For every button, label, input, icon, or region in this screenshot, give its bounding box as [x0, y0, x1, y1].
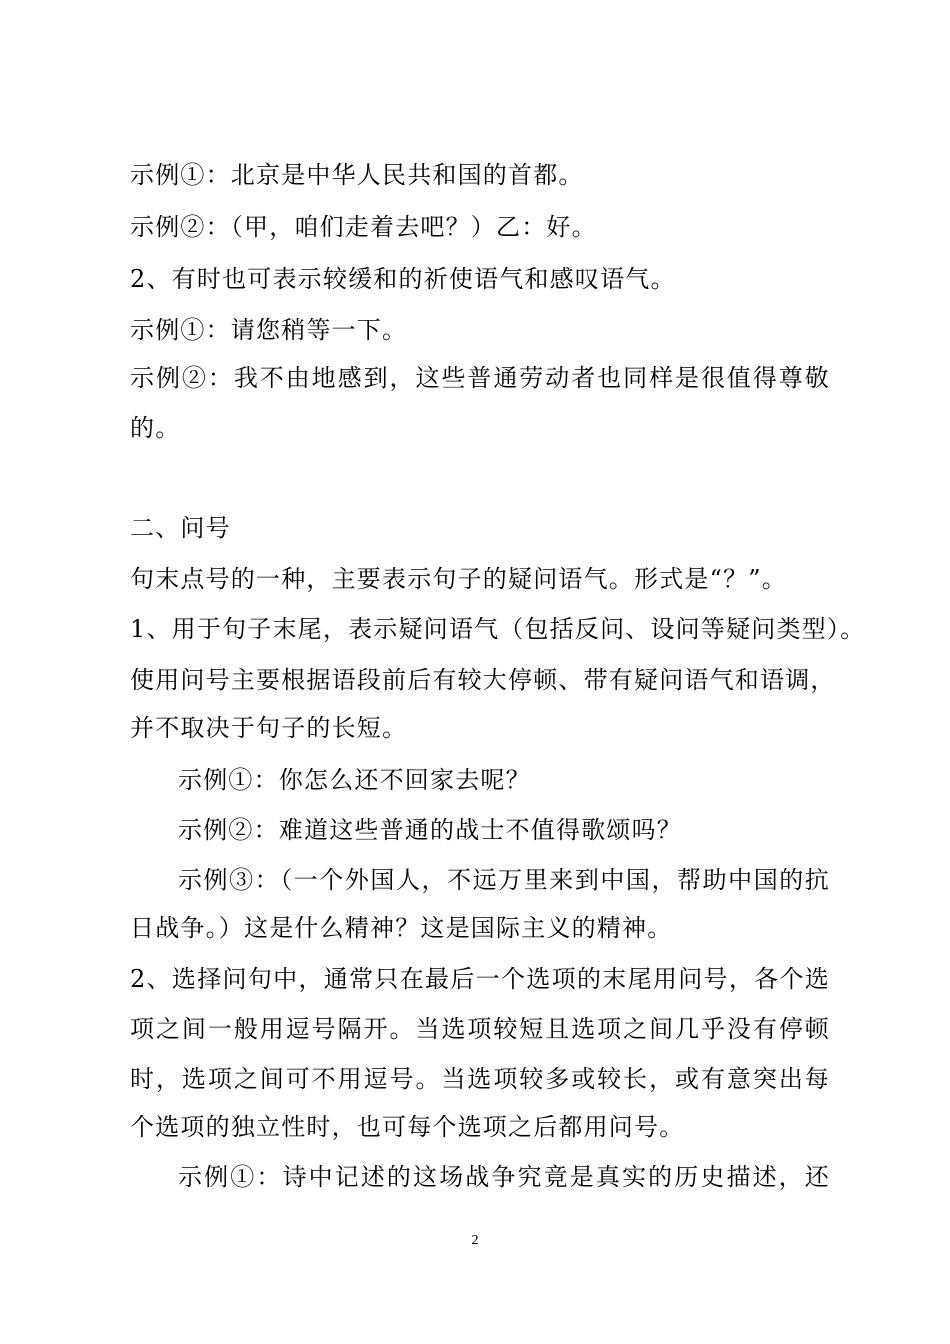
example-line: 示例②：（甲，咱们走着去吧？）乙：好。	[130, 213, 597, 241]
example-line: 示例②：难道这些普通的战士不值得歌颂吗？	[178, 816, 682, 844]
example-line: 示例①：诗中记述的这场战争究竟是真实的历史描述，还	[178, 1163, 830, 1191]
example-line: 示例③：（一个外国人，不远万里来到中国，帮助中国的抗	[178, 866, 830, 894]
rule-line: 2、有时也可表示较缓和的祈使语气和感叹语气。	[130, 265, 676, 293]
rule-line: 时，选项之间可不用逗号。当选项较多或较长，或有意突出每	[130, 1065, 830, 1093]
example-line-continued: 日战争。）这是什么精神？这是国际主义的精神。	[130, 914, 673, 942]
example-line: 示例②：我不由地感到，这些普通劳动者也同样是很值得尊敬	[130, 364, 830, 392]
rule-line: 个选项的独立性时，也可每个选项之后都用问号。	[130, 1113, 685, 1141]
example-line-continued: 的。	[130, 414, 181, 442]
rule-line: 2、选择问句中，通常只在最后一个选项的末尾用问号，各个选	[130, 965, 830, 993]
rule-line: 1、用于句子末尾，表示疑问语气（包括反问、设问等疑问类型）。	[130, 615, 866, 643]
rule-line: 并不取决于句子的长短。	[130, 714, 408, 742]
rule-line: 使用问号主要根据语段前后有较大停顿、带有疑问语气和语调，	[130, 666, 836, 694]
example-line: 示例①：请您稍等一下。	[130, 316, 408, 344]
definition-line: 句末点号的一种，主要表示句子的疑问语气。形式是“？”。	[130, 565, 787, 593]
example-line: 示例①：北京是中华人民共和国的首都。	[130, 161, 584, 189]
example-line: 示例①：你怎么还不回家去呢？	[178, 766, 531, 794]
page-number: 2	[471, 1233, 479, 1248]
rule-line: 项之间一般用逗号隔开。当选项较短且选项之间几乎没有停顿	[130, 1015, 830, 1043]
section-heading: 二、问号	[130, 514, 231, 542]
